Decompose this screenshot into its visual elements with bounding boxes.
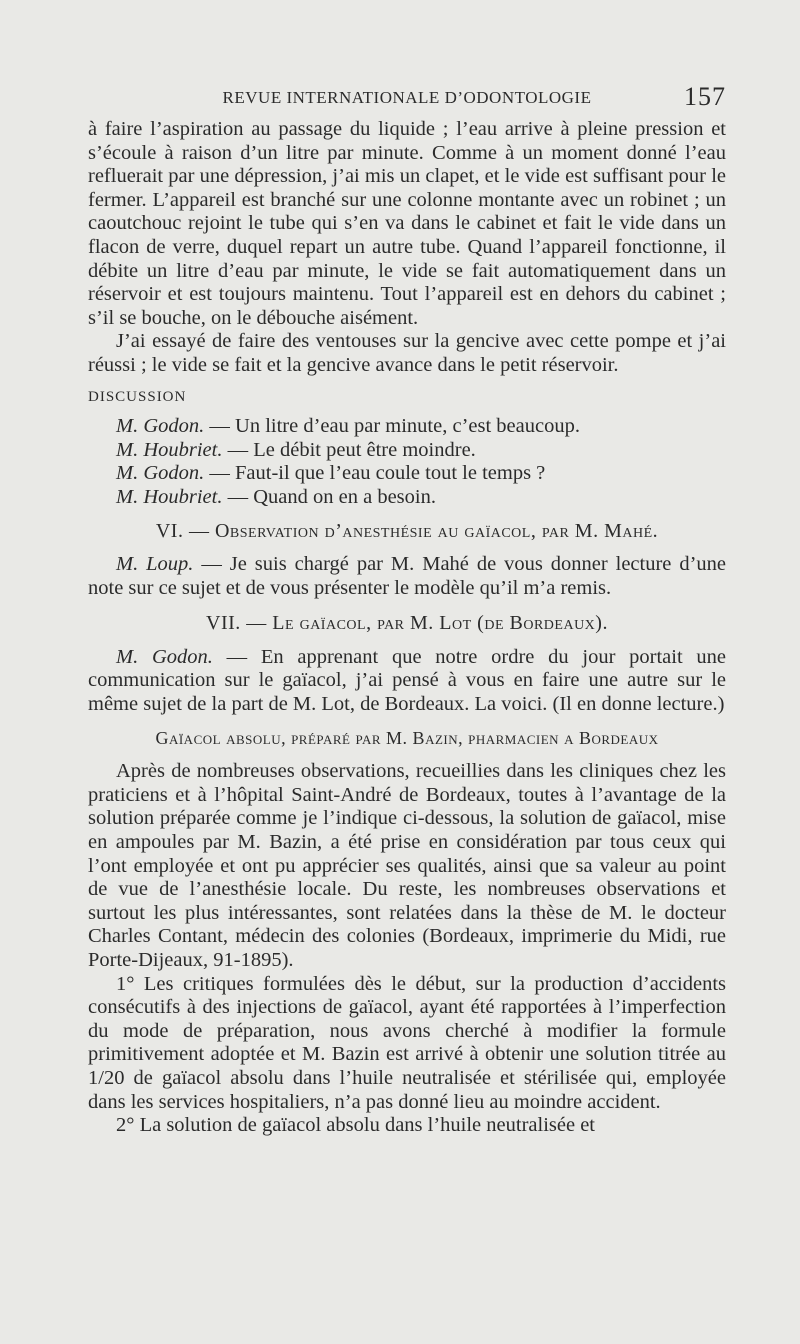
dialogue-text: — Un litre d’eau par minute, c’est beaucoup. [209, 415, 580, 438]
dialogue-line [88, 462, 726, 486]
speaker-name: M. Loup. [116, 553, 194, 576]
section-6-title: VI. — Observation d’anesthésie au gaïacol, par M. Mahé. [155, 519, 659, 542]
gaiacol-title: Gaïacol absolu, préparé par M. Bazin, pharmacien a Bordeaux [155, 727, 659, 748]
speaker-name: M. Houbriet. [116, 438, 223, 461]
body-text [88, 118, 726, 1138]
speaker-name: M. Godon. [116, 645, 213, 668]
speaker-name: M. Houbriet. [116, 485, 223, 508]
section-7-title: VII. — Le gaïacol, par M. Lot (de Bordeaux). [206, 612, 608, 635]
dialogue-line [88, 415, 726, 439]
page-number: 157 [684, 82, 726, 111]
section-7-paragraph [88, 646, 726, 717]
dialogue-line [88, 439, 726, 463]
section-6-text: — Je suis chargé par M. Mahé de vous donner lecture d’une note sur ce sujet et de vous présenter le modèle qu’il m’a remis. [88, 553, 726, 599]
dialogue-line [88, 486, 726, 510]
discussion-heading: DISCUSSION [88, 388, 187, 405]
paragraph-5: 2° La solution de gaïacol absolu dans l’huile neutralisée et [116, 1114, 595, 1137]
speaker-name: M. Godon. [116, 462, 205, 485]
running-header [88, 84, 726, 112]
dialogue-text: — Faut-il que l’eau coule tout le temps ? [209, 462, 546, 485]
dialogue-text: — Quand on en a besoin. [227, 485, 436, 508]
section-6-paragraph [88, 553, 726, 600]
paragraph-2: J’ai essayé de faire des ventouses sur la gencive avec cette pompe et j’ai réussi ; le vide se fait et la gencive avance dans le petit réservoir. [88, 330, 726, 376]
section-7-text: — En apprenant que notre ordre du jour portait une communication sur le gaïacol, j’ai pensé à vous en faire une autre sur le même sujet de la part de M. Lot, de Bordeaux. La voici. (Il en donne lecture.) [88, 645, 726, 716]
paragraph-3: Après de nombreuses observations, recueillies dans les cliniques chez les praticiens et à l’hôpital Saint-André de Bordeaux, toutes à l’avantage de la solution préparée comme je l’indique ci-dessous, la solution de gaïacol, mise en ampoules par M. Bazin, a été prise en considération par tous ceux qui l’ont employée et ont pu apprécier ses qualités, ainsi que sa valeur au point de vue de l’anesthésie locale. Du reste, les nombreuses observations et surtout les plus intéressantes, sont relatées dans la thèse de M. le docteur Charles Contant, médecin des colonies (Bordeaux, imprimerie du Midi, rue Porte-Dijeaux, 91-1895). [88, 760, 726, 971]
dialogue-text: — Le débit peut être moindre. [227, 438, 476, 461]
paragraph-4: 1° Les critiques formulées dès le début, sur la production d’accidents consécutifs à des injections de gaïacol, ayant été rapportées à l’imperfection du mode de préparation, nous avons cherché à modifier la formule primitivement adoptée et M. Bazin est arrivé à obtenir une solution titrée au 1/20 de gaïacol absolu dans l’huile neutralisée et stérilisée qui, employée dans les services hospitaliers, n’a pas donné lieu au moindre accident. [88, 972, 726, 1113]
speaker-name: M. Godon. [116, 415, 205, 438]
journal-title: REVUE INTERNATIONALE D’ODONTOLOGIE [222, 88, 592, 107]
paragraph-1: à faire l’aspiration au passage du liquide ; l’eau arrive à pleine pression et s’écoule à raison d’un litre par minute. Comme à un moment donné l’eau refluerait par une dépression, j’ai mis un clapet, et le vide est suffisant pour le fermer. L’appareil est branché sur une colonne montante avec un robinet ; un caoutchouc rejoint le tube qui s’en va dans le cabinet et fait le vide dans un flacon de verre, duquel repart un autre tube. Quand l’appareil fonctionne, il débite un litre d’eau par minute, le vide se fait automatiquement dans un réservoir et est toujours maintenu. Tout l’appareil est en dehors du cabinet ; s’il se bouche, on le débouche aisément. [88, 118, 726, 329]
